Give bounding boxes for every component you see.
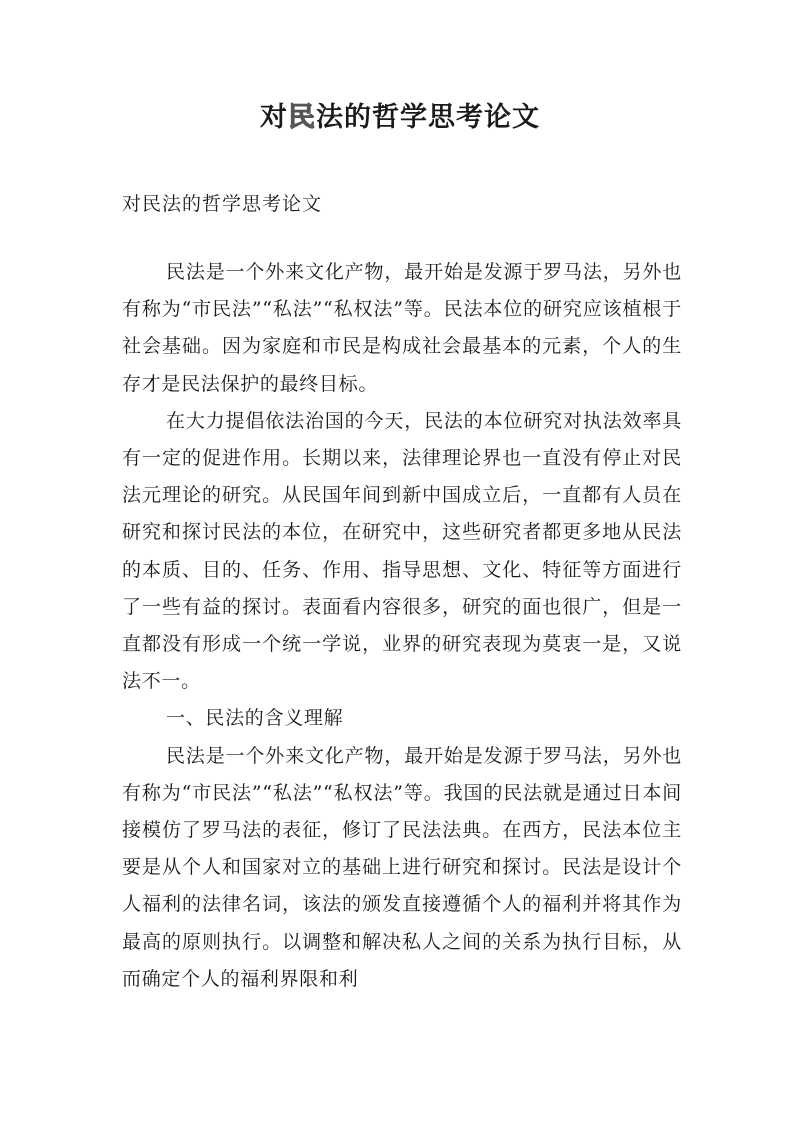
section-heading-1: 一、民法的含义理解 bbox=[166, 707, 344, 730]
title-outlined-character: 民 bbox=[288, 102, 316, 133]
document-subtitle: 对民法的哲学思考论文 bbox=[122, 193, 323, 215]
paragraph-intro: 民法是一个外来文化产物，最开始是发源于罗马法，另外也有称为“市民法”“私法”“私权法”等。民法本位的研究应该植根于社会基础。因为家庭和市民是构成社会最基本的元素，个人的生存才是民法保护的最终目标。 bbox=[122, 261, 682, 395]
title-text-end: 法的哲学思考论文 bbox=[316, 102, 540, 133]
document-body bbox=[122, 254, 682, 998]
document-title bbox=[0, 98, 800, 138]
paragraph-section-1: 民法是一个外来文化产物，最开始是发源于罗马法，另外也有称为“市民法”“私法”“私权法”等。我国的民法就是通过日本间接模仿了罗马法的表征，修订了民法法典。在西方，民法本位主要是从个人和国家对立的基础上进行研究和探讨。民法是设计个人福利的法律名词，该法的颁发直接遵循个人的福利并将其作为最高的原则执行。以调整和解决私人之间的关系为执行目标，从而确定个人的福利界限和利 bbox=[122, 744, 682, 990]
paragraph-background: 在大力提倡依法治国的今天，民法的本位研究对执法效率具有一定的促进作用。长期以来，法律理论界也一直没有停止对民法元理论的研究。从民国年间到新中国成立后，一直都有人员在研究和探讨民法的本位，在研究中，这些研究者都更多地从民法的本质、目的、任务、作用、指导思想、文化、特征等方面进行了一些有益的探讨。表面看内容很多，研究的面也很广，但是一直都没有形成一个统一学说，业界的研究表现为莫衷一是，又说法不一。 bbox=[122, 409, 682, 693]
title-text-start: 对 bbox=[260, 102, 288, 133]
